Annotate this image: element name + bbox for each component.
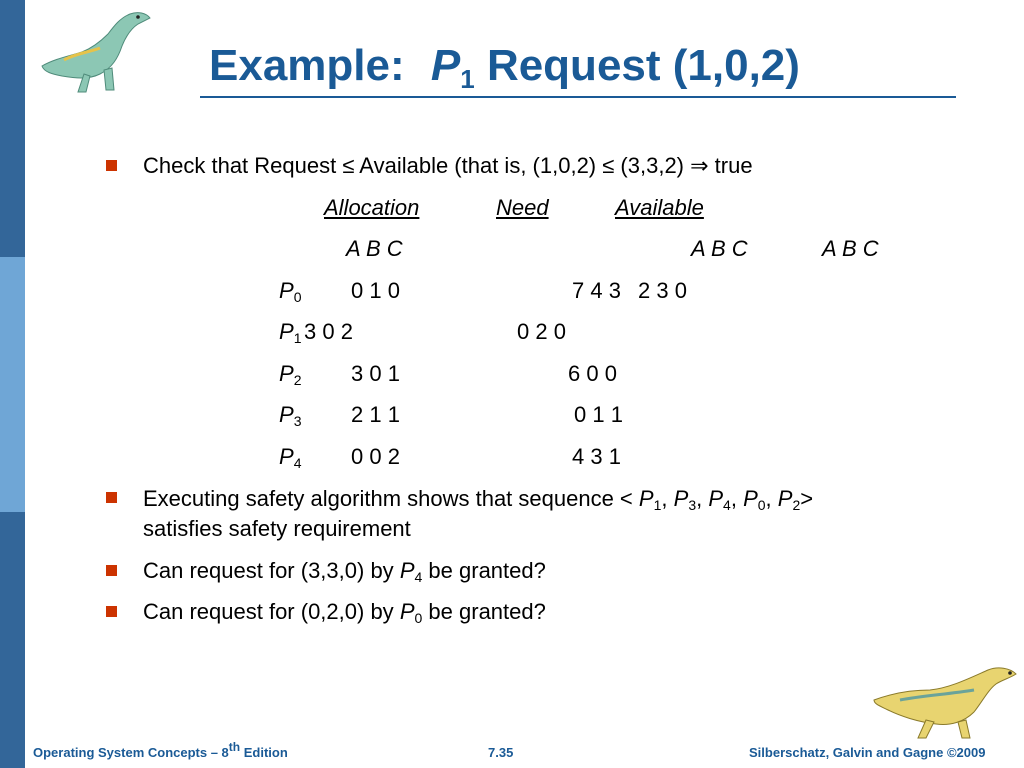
row-p3-allocation: 2 1 1: [351, 402, 400, 427]
row-label-p4: $P_4$: [279, 444, 302, 471]
row-p3-need: 0 1 1: [574, 402, 623, 427]
row-label-p2: $P_2$: [279, 361, 302, 388]
bullet-request-p4: Can request for (3,3,0) by $P_4$ be granted?: [143, 558, 546, 585]
footer-page-number: 7.35: [488, 745, 514, 760]
abc-allocation: A B C: [346, 236, 403, 261]
bullet-safety-sequence: Executing safety algorithm shows that sequence < $P_1$, $P_3$, $P_4$, $P_0$, $P_2>$: [143, 486, 814, 513]
row-label-p3: $P_3$: [279, 402, 302, 429]
row-label-p1: $P_1$: [279, 319, 302, 346]
row-p0-need: 7 4 3: [572, 278, 621, 303]
row-p4-allocation: 0 0 2: [351, 444, 400, 469]
footer-copyright: Silberschatz, Galvin and Gagne ©2009: [749, 745, 986, 760]
bullet-check-request: Check that Request ≤ Available (that is, (1,0,2) ≤ (3,3,2) ⇒ true: [143, 153, 753, 178]
bullet-safety-line2: satisfies safety requirement: [143, 516, 411, 541]
dinosaur-corner-icon: [870, 660, 1020, 740]
title-prefix: Example:: [209, 41, 405, 90]
title-process-sub: 1: [460, 64, 475, 94]
row-p2-need: 6 0 0: [568, 361, 617, 386]
header-available: Available: [615, 195, 704, 220]
footer-book-title: Operating System Concepts – 8th Edition: [33, 740, 288, 760]
left-sidebar: [0, 0, 25, 768]
title-rest: Request (1,0,2): [486, 41, 800, 90]
sidebar-light-band: [0, 257, 25, 512]
row-label-p0: $P_0$: [279, 278, 302, 305]
title-process-letter: P: [430, 41, 461, 90]
bullet-request-p0: Can request for (0,2,0) by $P_0$ be granted?: [143, 599, 546, 626]
bullet-square-icon: [106, 606, 117, 617]
bullet-square-icon: [106, 565, 117, 576]
abc-available: A B C: [822, 236, 879, 261]
bullet-square-icon: [106, 160, 117, 171]
row-p0-allocation: 0 1 0: [351, 278, 400, 303]
row-p1-allocation: 3 0 2: [304, 319, 353, 344]
dinosaur-logo-icon: [34, 4, 154, 96]
row-p0-available: 2 3 0: [638, 278, 687, 303]
row-p1-need: 0 2 0: [517, 319, 566, 344]
title-underline: [200, 96, 956, 98]
header-allocation: Allocation: [324, 195, 420, 220]
header-need: Need: [496, 195, 549, 220]
bullet-square-icon: [106, 492, 117, 503]
abc-need: A B C: [691, 236, 748, 261]
row-p2-allocation: 3 0 1: [351, 361, 400, 386]
row-p4-need: 4 3 1: [572, 444, 621, 469]
